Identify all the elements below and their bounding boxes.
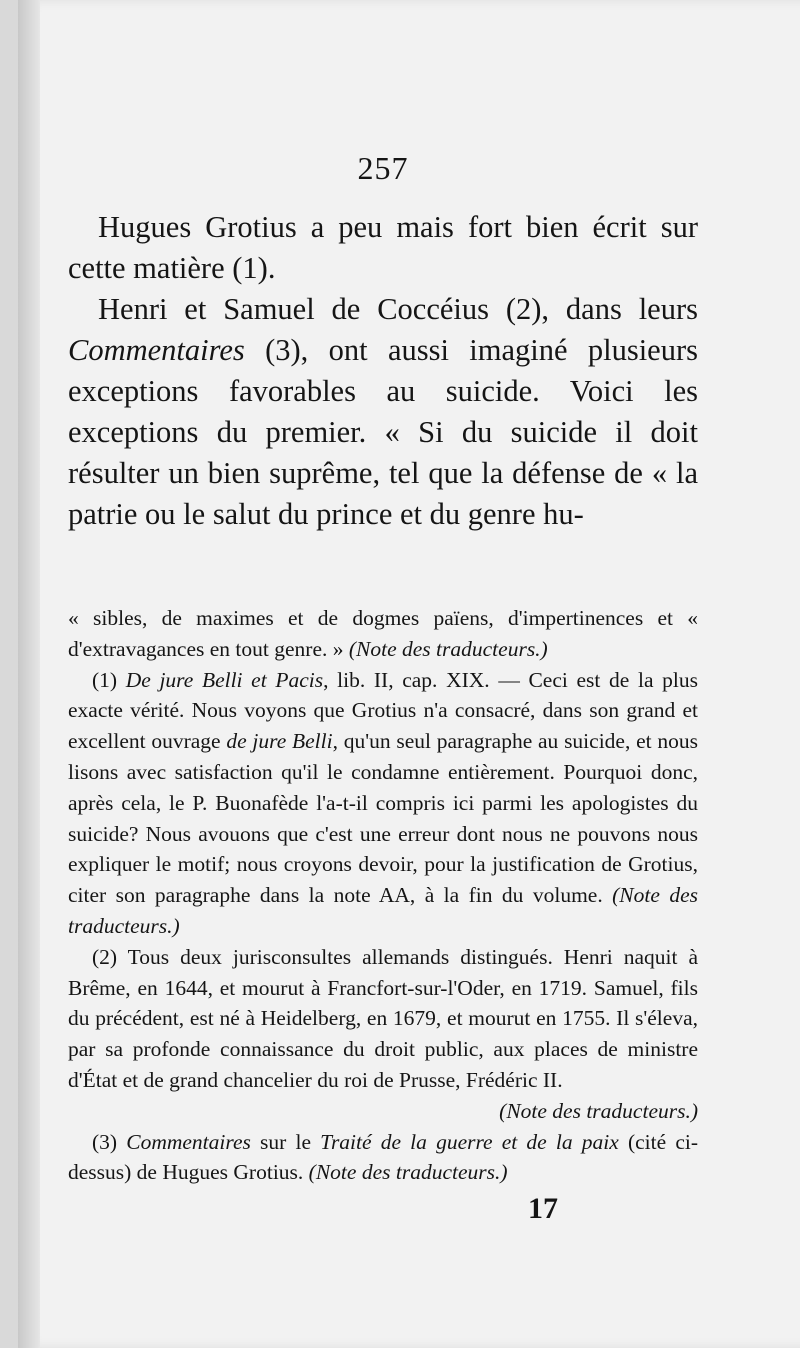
footnote-1-text-a: , lib. II, cap. XIX. — Ceci est de la plus exacte vérité. Nous voyons que Grotius n'a consacré, dans son grand et excellent ouvrage xyxy=(68,667,698,754)
footnote-2-ref-line xyxy=(68,1096,698,1127)
page-number: 257 xyxy=(357,150,409,186)
page-gutter-shadow xyxy=(18,0,40,1348)
footnote-3-text-a: sur le xyxy=(250,1129,321,1154)
footnote-3-italic: Traité de la guerre et de la paix xyxy=(320,1129,619,1154)
main-paragraph-2-rest: (3), ont aussi imaginé plusieurs exceptions favorables au suicide. Voici les exceptions du premier. « Si du suicide il doit résulter un bien suprême, tel que la défense de « la patrie ou le salut du prince et du genre hu- xyxy=(68,333,698,531)
footnote-3 xyxy=(68,1127,698,1189)
page-text-block xyxy=(68,150,698,1226)
main-paragraph-1: Hugues Grotius a peu mais fort bien écrit sur cette matière (1). xyxy=(68,210,698,285)
footnote-continuation-text: « sibles, de maximes et de dogmes païens, d'impertinences et « d'extravagances en tout genre. » xyxy=(68,606,698,661)
main-paragraph-2-start: Henri et Samuel de Coccéius (2), dans leurs xyxy=(98,292,698,326)
footnote-3-ref: (Note des traducteurs.) xyxy=(308,1160,508,1185)
footnote-2-ref: (Note des traducteurs.) xyxy=(499,1098,698,1123)
footnote-1-ref: (Note des traducteurs.) xyxy=(68,883,698,938)
footnote-continuation-ref: (Note des traducteurs.) xyxy=(348,636,548,661)
footnote-1-text-b: , qu'un seul paragraphe au suicide, et nous lisons avec satisfaction qu'il le condamne entièrement. Pourquoi donc, après cela, le P. Buonafède l'a-t-il compris ici parmi les apologistes du suicide? Nous avouons que c'est une erreur dont nous ne pouvons nous expliquer le motif; nous croyons devoir, pour la justification de Grotius, citer son paragraphe dans la note AA, à la fin du volume. xyxy=(68,729,698,908)
signature-mark: 17 xyxy=(528,1192,558,1226)
footnote-3-title: Commentaires xyxy=(126,1129,251,1154)
footnote-separator-space xyxy=(68,535,698,603)
book-page xyxy=(18,0,800,1348)
footnote-1-title: De jure Belli et Pacis xyxy=(125,667,324,692)
main-paragraph-2 xyxy=(68,289,698,535)
main-text xyxy=(68,207,698,535)
footnotes xyxy=(68,603,698,1188)
footnote-3-marker: (3) xyxy=(92,1129,127,1154)
main-paragraph-2-italic: Commentaires xyxy=(68,333,245,367)
footnote-1-marker: (1) xyxy=(92,667,126,692)
footnote-1 xyxy=(68,665,698,942)
footnote-2: (2) Tous deux jurisconsultes allemands distingués. Henri naquit à Brême, en 1644, et mourut à Francfort-sur-l'Oder, en 1719. Samuel, fils du précédent, est né à Heidelberg, en 1679, et mourut en 1755. Il s'éleva, par sa profonde connaissance du droit public, aux places de ministre d'État et de grand chancelier du roi de Prusse, Frédéric II. xyxy=(68,944,698,1092)
footnote-3-text-b: (cité ci-dessus) de Hugues Grotius. xyxy=(68,1129,698,1185)
footnote-continuation xyxy=(68,603,698,665)
footnote-1-italic: de jure Belli xyxy=(226,729,333,754)
